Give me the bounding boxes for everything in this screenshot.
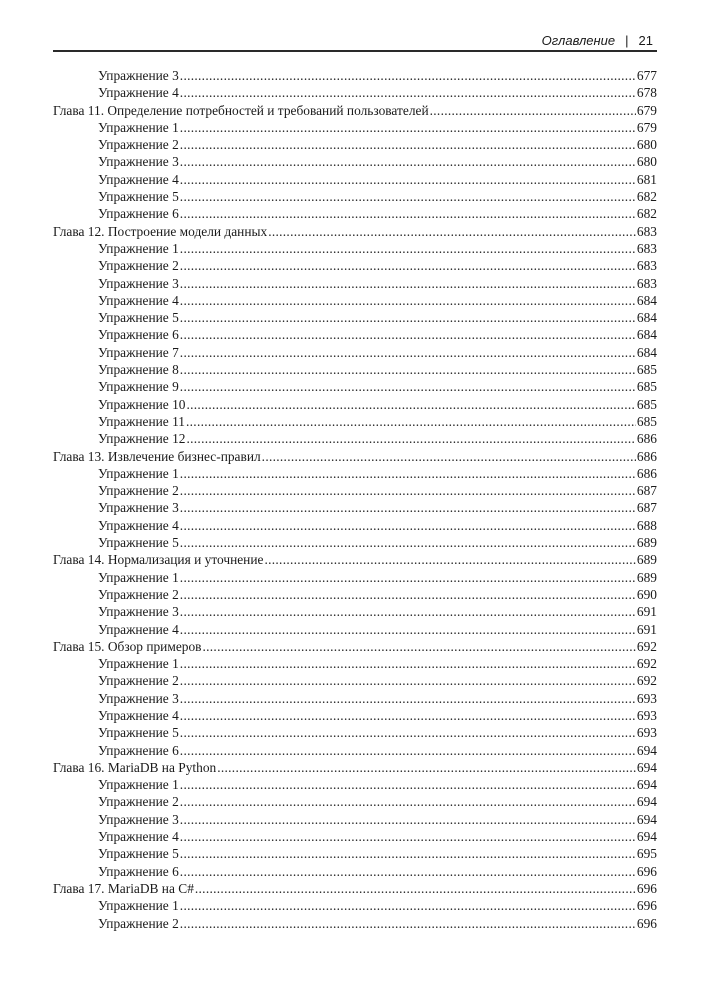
toc-entry-page-number: 685 bbox=[636, 362, 657, 378]
dot-leader bbox=[180, 534, 636, 551]
toc-entry-page-number: 681 bbox=[636, 171, 657, 187]
toc-chapter-entry bbox=[53, 551, 657, 568]
toc-entry-label: Упражнение 11 bbox=[98, 413, 185, 429]
dot-leader bbox=[195, 880, 636, 897]
dot-leader bbox=[180, 240, 636, 257]
toc-exercise-entry bbox=[53, 707, 657, 724]
toc-entry-page-number: 689 bbox=[636, 552, 657, 568]
toc-entry-label: Упражнение 2 bbox=[98, 673, 179, 689]
toc-entry-page-number: 691 bbox=[636, 604, 657, 620]
toc-entry-page-number: 692 bbox=[636, 673, 657, 689]
toc-exercise-entry bbox=[53, 897, 657, 914]
dot-leader bbox=[180, 119, 636, 136]
dot-leader bbox=[268, 223, 636, 240]
toc-entry-page-number: 695 bbox=[636, 846, 657, 862]
toc-entry-page-number: 677 bbox=[636, 68, 657, 83]
dot-leader bbox=[180, 793, 636, 810]
toc-entry-page-number: 682 bbox=[636, 206, 657, 222]
toc-entry-label: Упражнение 3 bbox=[98, 68, 179, 83]
toc-exercise-entry bbox=[53, 275, 657, 292]
toc-exercise-entry bbox=[53, 863, 657, 880]
dot-leader bbox=[180, 378, 636, 395]
toc-exercise-entry bbox=[53, 378, 657, 395]
toc-exercise-entry bbox=[53, 828, 657, 845]
toc-exercise-entry bbox=[53, 482, 657, 499]
toc-entry-label: Упражнение 3 bbox=[98, 500, 179, 516]
dot-leader bbox=[180, 84, 636, 101]
toc-entry-label: Упражнение 2 bbox=[98, 794, 179, 810]
toc-exercise-entry bbox=[53, 915, 657, 932]
toc-entry-page-number: 694 bbox=[636, 759, 657, 775]
dot-leader bbox=[180, 863, 636, 880]
toc-entry-page-number: 694 bbox=[636, 777, 657, 793]
toc-entry-page-number: 690 bbox=[636, 586, 657, 602]
toc-entry-page-number: 692 bbox=[636, 638, 657, 654]
toc-entry-page-number: 694 bbox=[636, 811, 657, 827]
dot-leader bbox=[180, 188, 636, 205]
toc-entry-page-number: 696 bbox=[636, 863, 657, 879]
toc-entry-label: Упражнение 2 bbox=[98, 915, 179, 931]
toc-exercise-entry bbox=[53, 84, 657, 101]
toc-entry-page-number: 694 bbox=[636, 829, 657, 845]
dot-leader bbox=[180, 361, 636, 378]
toc-chapter-entry bbox=[53, 102, 657, 119]
toc-entry-page-number: 693 bbox=[636, 690, 657, 706]
toc-exercise-entry bbox=[53, 621, 657, 638]
toc-entry-page-number: 687 bbox=[636, 483, 657, 499]
toc-entry-page-number: 679 bbox=[636, 102, 657, 118]
toc-exercise-entry bbox=[53, 326, 657, 343]
dot-leader bbox=[180, 517, 636, 534]
toc-entry-label: Упражнение 4 bbox=[98, 517, 179, 533]
dot-leader bbox=[180, 690, 636, 707]
toc-exercise-entry bbox=[53, 586, 657, 603]
toc-exercise-entry bbox=[53, 396, 657, 413]
toc-entry-label: Упражнение 2 bbox=[98, 483, 179, 499]
dot-leader bbox=[180, 742, 636, 759]
dot-leader bbox=[180, 326, 636, 343]
toc-entry-label: Упражнение 6 bbox=[98, 742, 179, 758]
toc-exercise-entry bbox=[53, 430, 657, 447]
toc-entry-label: Упражнение 7 bbox=[98, 344, 179, 360]
dot-leader bbox=[180, 257, 636, 274]
toc-chapter-entry bbox=[53, 880, 657, 897]
toc-entry-label: Глава 13. Извлечение бизнес-правил bbox=[53, 448, 261, 464]
dot-leader bbox=[180, 776, 636, 793]
toc-entry-label: Упражнение 2 bbox=[98, 258, 179, 274]
dot-leader bbox=[180, 136, 636, 153]
toc-entry-label: Упражнение 1 bbox=[98, 119, 179, 135]
toc-entry-page-number: 694 bbox=[636, 742, 657, 758]
toc-exercise-entry bbox=[53, 690, 657, 707]
toc-entry-page-number: 679 bbox=[636, 119, 657, 135]
toc-entry-label: Упражнение 5 bbox=[98, 725, 179, 741]
toc-exercise-entry bbox=[53, 742, 657, 759]
toc-exercise-entry bbox=[53, 188, 657, 205]
toc-entry-label: Упражнение 8 bbox=[98, 362, 179, 378]
toc-entry-label: Упражнение 10 bbox=[98, 396, 186, 412]
toc-chapter-entry bbox=[53, 759, 657, 776]
toc-entry-label: Упражнение 5 bbox=[98, 846, 179, 862]
toc-entry-page-number: 689 bbox=[636, 569, 657, 585]
toc-entry-label: Глава 11. Определение потребностей и требований пользователей bbox=[53, 102, 429, 118]
toc-entry-label: Глава 15. Обзор примеров bbox=[53, 638, 202, 654]
dot-leader bbox=[180, 482, 636, 499]
toc-entry-label: Упражнение 6 bbox=[98, 206, 179, 222]
toc-entry-label: Упражнение 4 bbox=[98, 292, 179, 308]
dot-leader bbox=[180, 724, 636, 741]
toc-entry-page-number: 685 bbox=[636, 413, 657, 429]
toc-entry-page-number: 692 bbox=[636, 656, 657, 672]
toc-exercise-entry bbox=[53, 361, 657, 378]
dot-leader bbox=[262, 448, 636, 465]
dot-leader bbox=[202, 638, 635, 655]
toc-entry-label: Упражнение 2 bbox=[98, 586, 179, 602]
toc-exercise-entry bbox=[53, 569, 657, 586]
toc-entry-page-number: 686 bbox=[636, 448, 657, 464]
toc-entry-label: Упражнение 9 bbox=[98, 379, 179, 395]
dot-leader bbox=[180, 344, 636, 361]
dot-leader bbox=[180, 499, 636, 516]
toc-entry-page-number: 687 bbox=[636, 500, 657, 516]
toc-entry-label: Упражнение 4 bbox=[98, 621, 179, 637]
running-header-separator: | bbox=[625, 32, 629, 48]
dot-leader bbox=[180, 915, 636, 932]
dot-leader bbox=[186, 396, 635, 413]
toc-entry-page-number: 693 bbox=[636, 725, 657, 741]
toc-entry-page-number: 685 bbox=[636, 396, 657, 412]
toc-exercise-entry bbox=[53, 413, 657, 430]
toc-exercise-entry bbox=[53, 257, 657, 274]
toc-exercise-entry bbox=[53, 205, 657, 222]
toc-exercise-entry bbox=[53, 292, 657, 309]
toc-exercise-entry bbox=[53, 517, 657, 534]
toc-exercise-entry bbox=[53, 240, 657, 257]
dot-leader bbox=[180, 275, 636, 292]
toc-entry-page-number: 678 bbox=[636, 85, 657, 101]
toc-entry-label: Упражнение 1 bbox=[98, 656, 179, 672]
toc-entry-page-number: 688 bbox=[636, 517, 657, 533]
toc-exercise-entry bbox=[53, 534, 657, 551]
toc-entry-label: Глава 12. Построение модели данных bbox=[53, 223, 268, 239]
dot-leader bbox=[264, 551, 635, 568]
toc-entry-label: Упражнение 3 bbox=[98, 154, 179, 170]
toc-entry-page-number: 684 bbox=[636, 310, 657, 326]
toc-exercise-entry bbox=[53, 603, 657, 620]
running-header bbox=[53, 30, 657, 52]
toc-entry-label: Упражнение 4 bbox=[98, 171, 179, 187]
dot-leader bbox=[180, 586, 636, 603]
dot-leader bbox=[180, 707, 636, 724]
toc-entry-page-number: 683 bbox=[636, 240, 657, 256]
toc-entry-label: Упражнение 1 bbox=[98, 777, 179, 793]
toc-entry-page-number: 680 bbox=[636, 154, 657, 170]
toc-chapter-entry bbox=[53, 223, 657, 240]
toc-exercise-entry bbox=[53, 344, 657, 361]
dot-leader bbox=[180, 153, 636, 170]
dot-leader bbox=[180, 672, 636, 689]
toc-entry-label: Упражнение 1 bbox=[98, 240, 179, 256]
toc-entry-label: Упражнение 3 bbox=[98, 690, 179, 706]
toc-entry-label: Упражнение 1 bbox=[98, 569, 179, 585]
toc-exercise-entry bbox=[53, 499, 657, 516]
toc-entry-page-number: 686 bbox=[636, 431, 657, 447]
toc-exercise-entry bbox=[53, 136, 657, 153]
toc-entry-page-number: 683 bbox=[636, 275, 657, 291]
toc-entry-label: Упражнение 4 bbox=[98, 85, 179, 101]
toc-entry-page-number: 683 bbox=[636, 258, 657, 274]
toc-entry-label: Упражнение 12 bbox=[98, 431, 186, 447]
toc-entry-page-number: 684 bbox=[636, 292, 657, 308]
toc-entry-page-number: 694 bbox=[636, 794, 657, 810]
toc-entry-label: Глава 16. MariaDB на Python bbox=[53, 759, 217, 775]
toc-entry-page-number: 693 bbox=[636, 707, 657, 723]
toc-exercise-entry bbox=[53, 153, 657, 170]
toc-exercise-entry bbox=[53, 119, 657, 136]
toc-entry-page-number: 691 bbox=[636, 621, 657, 637]
toc-entry-label: Упражнение 2 bbox=[98, 137, 179, 153]
toc-entry-label: Упражнение 3 bbox=[98, 604, 179, 620]
dot-leader bbox=[217, 759, 636, 776]
toc-entry-label: Глава 14. Нормализация и уточнение bbox=[53, 552, 264, 568]
toc-entry-page-number: 684 bbox=[636, 327, 657, 343]
toc-entry-label: Упражнение 3 bbox=[98, 275, 179, 291]
toc-chapter-entry bbox=[53, 448, 657, 465]
toc-entry-label: Упражнение 1 bbox=[98, 465, 179, 481]
dot-leader bbox=[180, 845, 636, 862]
dot-leader bbox=[180, 828, 636, 845]
toc-entry-page-number: 685 bbox=[636, 379, 657, 395]
dot-leader bbox=[180, 655, 636, 672]
toc-entry-page-number: 689 bbox=[636, 535, 657, 551]
dot-leader bbox=[180, 205, 636, 222]
dot-leader bbox=[180, 309, 636, 326]
page-number: 21 bbox=[638, 32, 653, 48]
dot-leader bbox=[180, 465, 636, 482]
toc-entry-label: Упражнение 5 bbox=[98, 535, 179, 551]
toc-entry-page-number: 696 bbox=[636, 880, 657, 896]
toc-entry-label: Глава 17. MariaDB на C# bbox=[53, 880, 194, 896]
toc-entry-page-number: 680 bbox=[636, 137, 657, 153]
toc-entry-page-number: 684 bbox=[636, 344, 657, 360]
dot-leader bbox=[180, 569, 636, 586]
dot-leader bbox=[180, 621, 636, 638]
toc-entry-page-number: 696 bbox=[636, 915, 657, 931]
toc-exercise-entry bbox=[53, 793, 657, 810]
dot-leader bbox=[180, 897, 636, 914]
toc-exercise-entry bbox=[53, 811, 657, 828]
dot-leader bbox=[186, 430, 635, 447]
toc-entry-page-number: 696 bbox=[636, 898, 657, 914]
toc-entry-label: Упражнение 6 bbox=[98, 327, 179, 343]
toc-entry-label: Упражнение 4 bbox=[98, 707, 179, 723]
dot-leader bbox=[186, 413, 636, 430]
toc-exercise-entry bbox=[53, 655, 657, 672]
toc-entry-page-number: 682 bbox=[636, 189, 657, 205]
toc-entry-label: Упражнение 6 bbox=[98, 863, 179, 879]
dot-leader bbox=[180, 292, 636, 309]
toc-exercise-entry bbox=[53, 724, 657, 741]
toc-exercise-entry bbox=[53, 845, 657, 862]
toc-entry-label: Упражнение 1 bbox=[98, 898, 179, 914]
toc-entry-page-number: 683 bbox=[636, 223, 657, 239]
running-header-title: Оглавление bbox=[541, 32, 616, 48]
toc-exercise-entry bbox=[53, 67, 657, 84]
toc-exercise-entry bbox=[53, 171, 657, 188]
dot-leader bbox=[430, 102, 636, 119]
toc-exercise-entry bbox=[53, 465, 657, 482]
toc-entry-label: Упражнение 5 bbox=[98, 189, 179, 205]
table-of-contents bbox=[53, 67, 657, 932]
toc-exercise-entry bbox=[53, 776, 657, 793]
toc-chapter-entry bbox=[53, 638, 657, 655]
toc-entry-label: Упражнение 3 bbox=[98, 811, 179, 827]
toc-entry-label: Упражнение 5 bbox=[98, 310, 179, 326]
dot-leader bbox=[180, 603, 636, 620]
dot-leader bbox=[180, 811, 636, 828]
toc-exercise-entry bbox=[53, 309, 657, 326]
dot-leader bbox=[180, 67, 636, 84]
toc-entry-page-number: 686 bbox=[636, 465, 657, 481]
toc-entry-label: Упражнение 4 bbox=[98, 829, 179, 845]
toc-exercise-entry bbox=[53, 672, 657, 689]
dot-leader bbox=[180, 171, 636, 188]
